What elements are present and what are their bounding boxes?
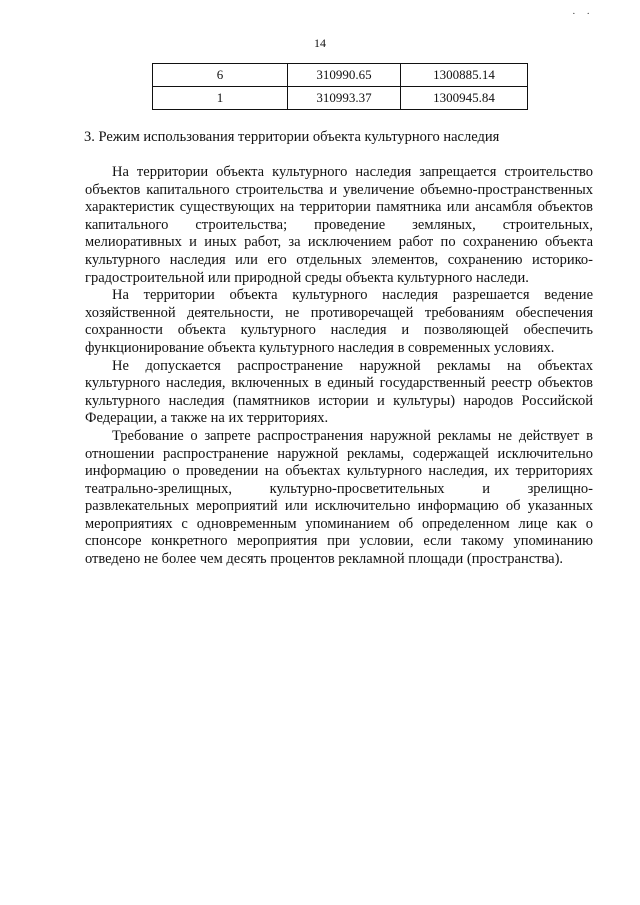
page-number: 14 (314, 36, 326, 50)
scan-mark: · · (572, 8, 595, 20)
coordinates-table (152, 63, 528, 110)
table-cell-y: 1300885.14 (401, 64, 528, 87)
section-heading: 3. Режим использования территории объекта культурного наследия (84, 129, 500, 145)
section-body (85, 164, 593, 569)
table-cell-point: 1 (153, 87, 288, 110)
paragraph-advertising-exception: Требование о запрете распространения наружной рекламы не действует в отношении распространение наружной рекламы, содержащей исключительно информацию о проведении на объектах культурного наследия, их территориях театрально-зрелищных, культурно-просветительных и зрелищно-развлекательных мероприятий или исключительно информацию об указанных мероприятиях с одновременным упоминанием об определенном лице как о спонсоре конкретного мероприятия при условии, если такому упоминанию отведено не более чем десять процентов рекламной площади (пространства). (85, 427, 593, 568)
table-cell-y: 1300945.84 (401, 87, 528, 110)
table-cell-point: 6 (153, 64, 288, 87)
table-cell-x: 310993.37 (288, 87, 401, 110)
paragraph-permitted-activity: На территории объекта культурного наследия разрешается ведение хозяйственной деятельности, не противоречащей требованиям обеспечения сохранности объекта культурного наследия и позволяющей обеспечить функционирование объекта культурного наследия в современных условиях. (85, 287, 593, 356)
table-row (153, 87, 528, 110)
paragraph-advertising-ban: Не допускается распространение наружной рекламы на объектах культурного наследия, включенных в единый государственный реестр объектов культурного наследия (памятников истории и культуры) народов Российской Федерации, а также на их территориях. (85, 357, 593, 427)
paragraph-prohibitions: На территории объекта культурного наследия запрещается строительство объектов капитального строительства и увеличение объемно-пространственных характеристик существующих на территории памятника или ансамбля объектов капитального строительства; проведение земляных, строительных, мелиоративных и иных работ, за исключением работ по сохранению объекта культурного наследия или его отдельных элементов, сохранению историко-градостроительной или природной среды объекта культурного наследи. (85, 164, 593, 286)
table-row (153, 64, 528, 87)
table-cell-x: 310990.65 (288, 64, 401, 87)
